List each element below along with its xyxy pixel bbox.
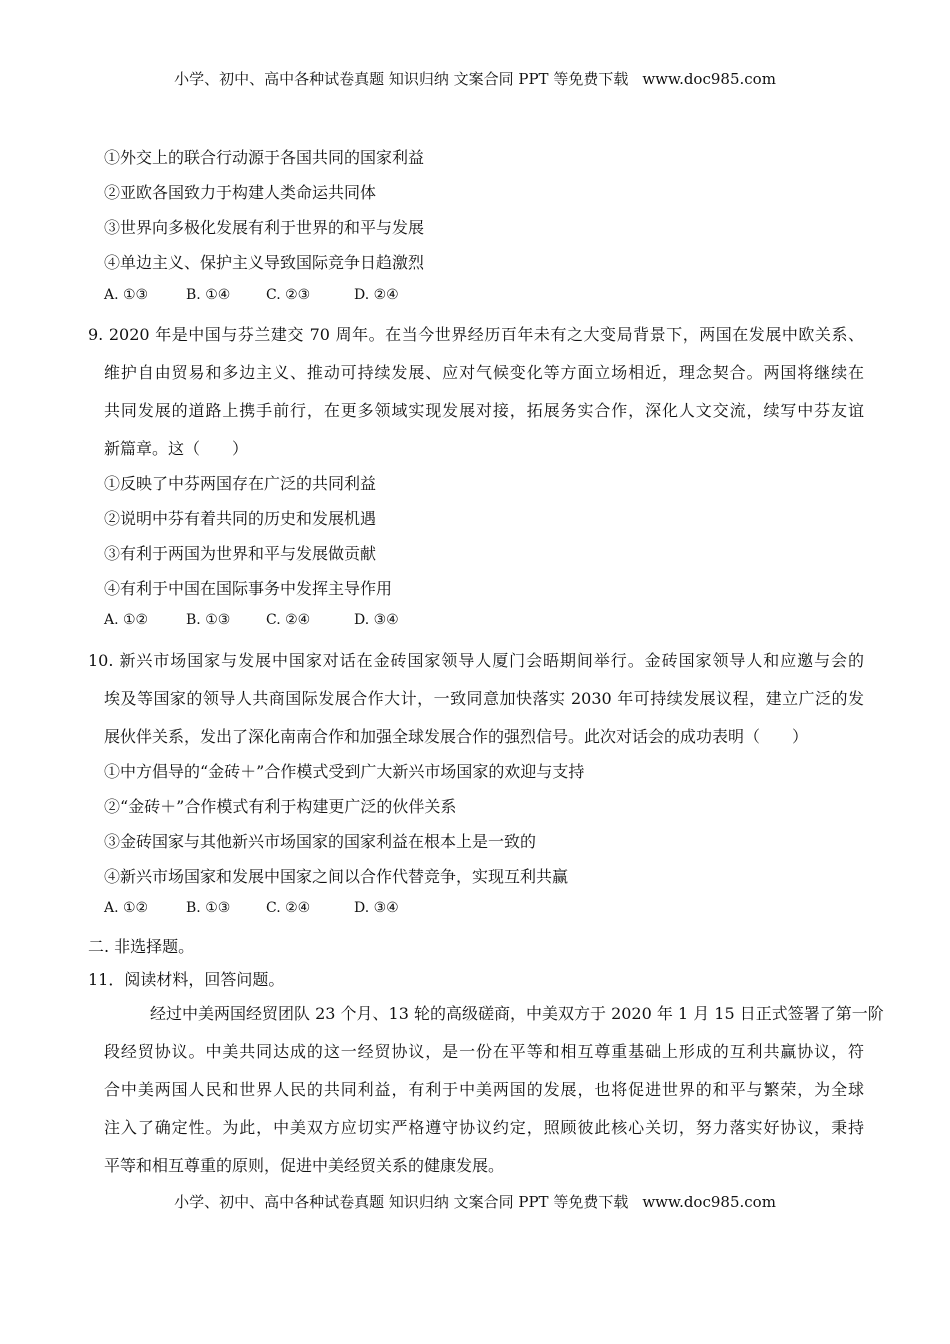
- q8-answer-choices: [104, 287, 399, 303]
- q11-material-line-2: 段经贸协议。中美共同达成的这一经贸协议，是一份在平等和相互尊重基础上形成的互利共赢协议，符: [104, 1042, 864, 1061]
- q9-option-1: ①反映了中芬两国存在广泛的共同利益: [104, 474, 377, 493]
- q9-stem-line-1: 9. 2020 年是中国与芬兰建交 70 周年。在当今世界经历百年未有之大变局背景下，两国在发展中欧关系、: [88, 325, 864, 344]
- q11-material-line-3: 合中美两国人民和世界人民的共同利益，有利于中美两国的发展，也将促进世界的和平与繁荣，为全球: [104, 1080, 864, 1099]
- q11-title: 11．阅读材料，回答问题。: [88, 970, 285, 989]
- q8-answer-d[interactable]: D. ②④: [354, 287, 399, 303]
- footer-text: 小学、初中、高中各种试卷真题 知识归纳 文案合同 PPT 等免费下载: [174, 1193, 629, 1211]
- q10-option-2: ②“金砖＋”合作模式有利于构建更广泛的伙伴关系: [104, 797, 457, 816]
- q9-answer-a[interactable]: A. ①②: [104, 612, 149, 628]
- q9-stem-line-3: 共同发展的道路上携手前行，在更多领域实现发展对接，拓展务实合作，深化人文交流，续写中芬友谊: [104, 401, 864, 420]
- header-text: 小学、初中、高中各种试卷真题 知识归纳 文案合同 PPT 等免费下载: [174, 70, 629, 88]
- q8-answer-b[interactable]: B. ①④: [186, 287, 231, 303]
- q10-answer-a[interactable]: A. ①②: [104, 900, 149, 916]
- q10-answer-b[interactable]: B. ①③: [186, 900, 231, 916]
- q9-stem-line-2: 维护自由贸易和多边主义、推动可持续发展、应对气候变化等方面立场相近，理念契合。两国将继续在: [104, 363, 864, 382]
- q9-option-3: ③有利于两国为世界和平与发展做贡献: [104, 544, 377, 563]
- page-header: [0, 68, 950, 89]
- q8-option-4: ④单边主义、保护主义导致国际竞争日趋激烈: [104, 253, 425, 272]
- q8-option-3: ③世界向多极化发展有利于世界的和平与发展: [104, 218, 425, 237]
- section-title: 二. 非选择题。: [88, 937, 195, 956]
- q9-answer-d[interactable]: D. ③④: [354, 612, 399, 628]
- q10-answer-choices: [104, 900, 399, 916]
- q9-option-2: ②说明中芬有着共同的历史和发展机遇: [104, 509, 377, 528]
- q10-stem-line-2: 埃及等国家的领导人共商国际发展合作大计，一致同意加快落实 2030 年可持续发展议程，建立广泛的发: [104, 689, 864, 708]
- q9-option-4: ④有利于中国在国际事务中发挥主导作用: [104, 579, 393, 598]
- q11-material-line-5: 平等和相互尊重的原则，促进中美经贸关系的健康发展。: [104, 1156, 505, 1175]
- q9-answer-choices: [104, 612, 399, 628]
- q9-answer-c[interactable]: C. ②④: [266, 612, 311, 628]
- q8-option-1: ①外交上的联合行动源于各国共同的国家利益: [104, 148, 425, 167]
- q8-answer-c[interactable]: C. ②③: [266, 287, 311, 303]
- q8-option-2: ②亚欧各国致力于构建人类命运共同体: [104, 183, 377, 202]
- q10-stem-line-1: 10. 新兴市场国家与发展中国家对话在金砖国家领导人厦门会晤期间举行。金砖国家领导人和应邀与会的: [88, 651, 864, 670]
- q9-answer-b[interactable]: B. ①③: [186, 612, 231, 628]
- footer-url[interactable]: www.doc985.com: [642, 1193, 776, 1211]
- q10-option-4: ④新兴市场国家和发展中国家之间以合作代替竞争，实现互利共赢: [104, 867, 569, 886]
- q10-option-3: ③金砖国家与其他新兴市场国家的国家利益在根本上是一致的: [104, 832, 537, 851]
- q9-stem-line-4: 新篇章。这（ ）: [104, 439, 249, 458]
- header-url[interactable]: www.doc985.com: [642, 70, 776, 88]
- q10-answer-d[interactable]: D. ③④: [354, 900, 399, 916]
- q11-material-line-4: 注入了确定性。为此，中美双方应切实严格遵守协议约定，照顾彼此核心关切，努力落实好协议，秉持: [104, 1118, 864, 1137]
- q10-option-1: ①中方倡导的“金砖＋”合作模式受到广大新兴市场国家的欢迎与支持: [104, 762, 585, 781]
- q10-answer-c[interactable]: C. ②④: [266, 900, 311, 916]
- q10-stem-line-3: 展伙伴关系，发出了深化南南合作和加强全球发展合作的强烈信号。此次对话会的成功表明（ ）: [104, 727, 809, 746]
- page-footer: [0, 1191, 950, 1212]
- q11-material-line-1: 经过中美两国经贸团队 23 个月、13 轮的高级磋商，中美双方于 2020 年 1 月 15 日正式签署了第一阶: [150, 1004, 884, 1023]
- q8-answer-a[interactable]: A. ①③: [104, 287, 149, 303]
